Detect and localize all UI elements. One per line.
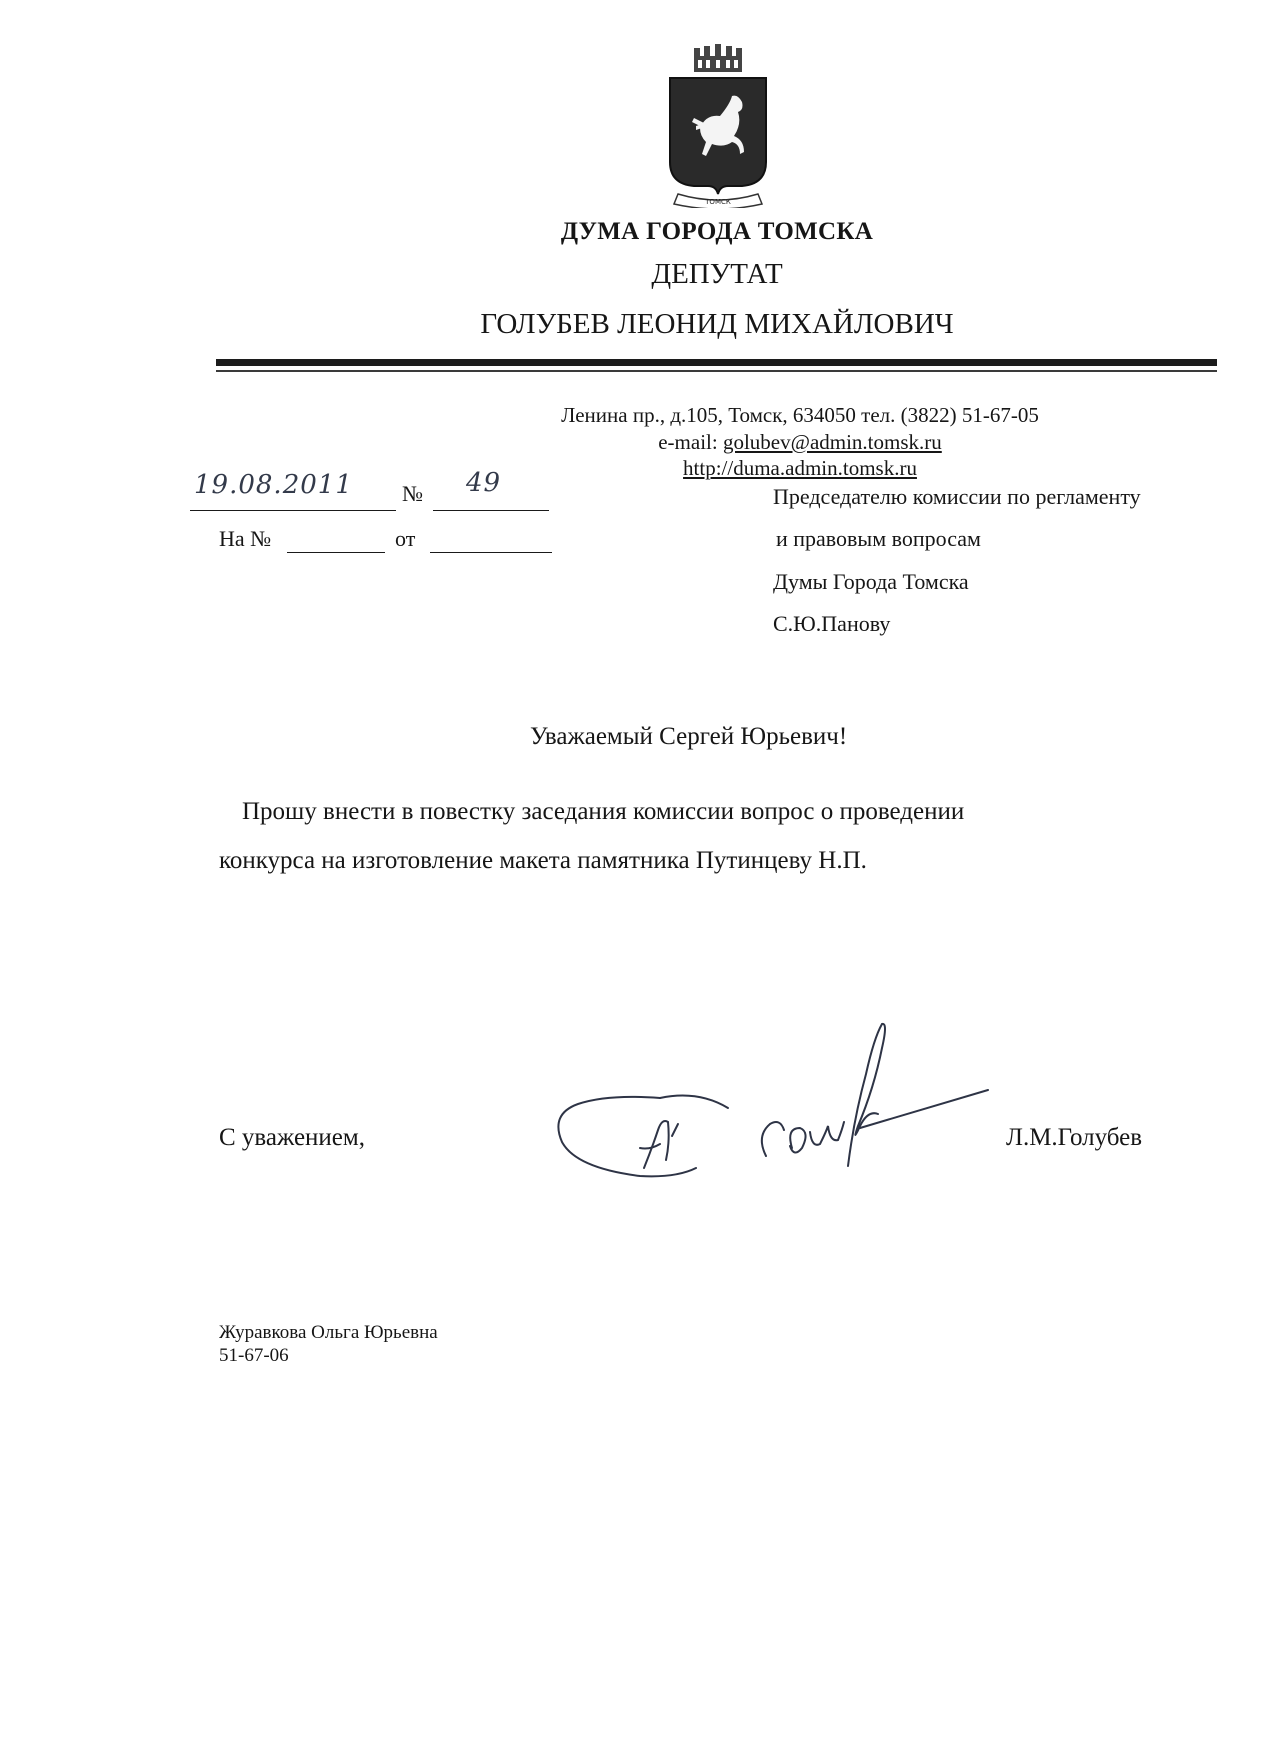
executor-phone: 51-67-06 — [219, 1345, 289, 1366]
body-text-line-2: конкурса на изготовление макета памятника Путинцеву Н.П. — [219, 847, 867, 874]
handwritten-date: 19.08.2011 — [194, 470, 353, 500]
closing-phrase: С уважением, — [219, 1124, 365, 1151]
crown-icon — [694, 44, 742, 72]
website-link[interactable]: http://duma.admin.tomsk.ru — [683, 456, 917, 480]
signer-name: Л.М.Голубев — [1006, 1124, 1143, 1151]
email-label: e-mail: — [658, 430, 723, 454]
handwritten-signature — [548, 1018, 998, 1198]
from-field-line — [430, 528, 552, 553]
executor-name: Журавкова Ольга Юрьевна — [219, 1322, 438, 1343]
greeting: Уважаемый Сергей Юрьевич! — [530, 723, 848, 750]
sender-address: Ленина пр., д.105, Томск, 634050 тел. (3822) 51-67-05 — [561, 403, 1039, 427]
ribbon-text: ТОМСК — [705, 198, 731, 206]
sender-name: ГОЛУБЕВ ЛЕОНИД МИХАЙЛОВИЧ — [480, 308, 954, 340]
sender-role: ДЕПУТАТ — [651, 258, 783, 290]
email-link[interactable]: golubev@admin.tomsk.ru — [722, 430, 942, 454]
number-label: № — [402, 481, 423, 506]
tomsk-coat-of-arms-emblem — [656, 44, 780, 208]
reply-to-field-line — [287, 528, 385, 553]
handwritten-number: 49 — [466, 468, 502, 498]
recipient-line-3: Думы Города Томска — [773, 569, 969, 594]
letterhead-divider-thick — [216, 359, 1217, 366]
from-label: от — [395, 526, 416, 551]
organization-name: ДУМА ГОРОДА ТОМСКА — [560, 218, 874, 245]
body-text-line-1: Прошу внести в повестку заседания комиссии вопрос о проведении — [242, 798, 965, 825]
recipient-line-2: и правовым вопросам — [776, 526, 981, 551]
recipient-name: С.Ю.Панову — [773, 611, 891, 636]
recipient-line-1: Председателю комиссии по регламенту — [773, 484, 1141, 509]
email-line — [300, 430, 1279, 455]
reply-to-label: На № — [219, 526, 272, 551]
letterhead-divider-thin — [216, 370, 1217, 372]
